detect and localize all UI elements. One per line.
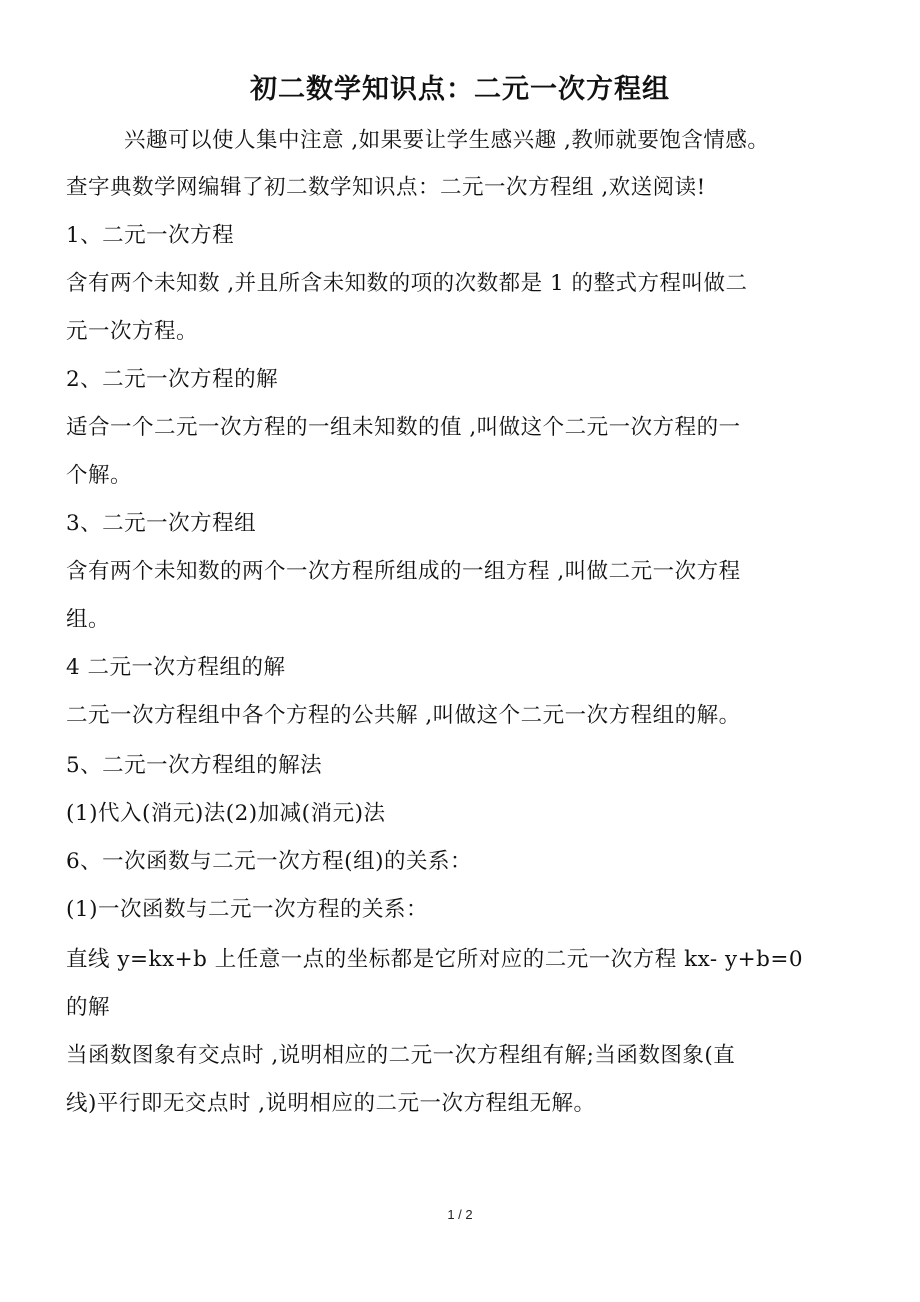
section-heading: 1、二元一次方程 [66, 223, 235, 248]
paragraph-line: 线)平行即无交点时 ,说明相应的二元一次方程组无解。 [66, 1091, 596, 1116]
paragraph-line: 查字典数学网编辑了初二数学知识点：二元一次方程组 ,欢送阅读! [66, 175, 706, 200]
paragraph-line: 直线 y=kx+b 上任意一点的坐标都是它所对应的二元一次方程 kx- y+b=0 [66, 947, 804, 972]
paragraph-line: 组。 [66, 607, 111, 632]
section-heading: 2、二元一次方程的解 [66, 367, 279, 392]
section-heading: 3、二元一次方程组 [66, 511, 257, 536]
section-heading: 4 二元一次方程组的解 [66, 655, 286, 680]
paragraph-line: 兴趣可以使人集中注意 ,如果要让学生感兴趣 ,教师就要饱含情感。 [124, 128, 770, 153]
paragraph-line: 含有两个未知数的两个一次方程所组成的一组方程 ,叫做二元一次方程 [66, 559, 741, 584]
paragraph-line: 当函数图象有交点时 ,说明相应的二元一次方程组有解;当函数图象(直 [66, 1043, 736, 1068]
page-number: 1 / 2 [447, 1207, 473, 1222]
paragraph-line: 含有两个未知数 ,并且所含未知数的项的次数都是 1 的整式方程叫做二 [66, 271, 748, 296]
section-heading: 5、二元一次方程组的解法 [66, 753, 323, 778]
section-heading: 6、一次函数与二元一次方程(组)的关系： [66, 849, 472, 874]
document-title: 初二数学知识点：二元一次方程组 [250, 74, 670, 105]
paragraph-line: 的解 [66, 995, 111, 1020]
paragraph-line: (1)一次函数与二元一次方程的关系： [66, 897, 428, 922]
paragraph-line: 二元一次方程组中各个方程的公共解 ,叫做这个二元一次方程组的解。 [66, 703, 741, 728]
paragraph-line: (1)代入(消元)法(2)加减(消元)法 [66, 801, 386, 826]
paragraph-line: 适合一个二元一次方程的一组未知数的值 ,叫做这个二元一次方程的一 [66, 415, 741, 440]
paragraph-line: 元一次方程。 [66, 319, 199, 344]
paragraph-line: 个解。 [66, 463, 133, 488]
